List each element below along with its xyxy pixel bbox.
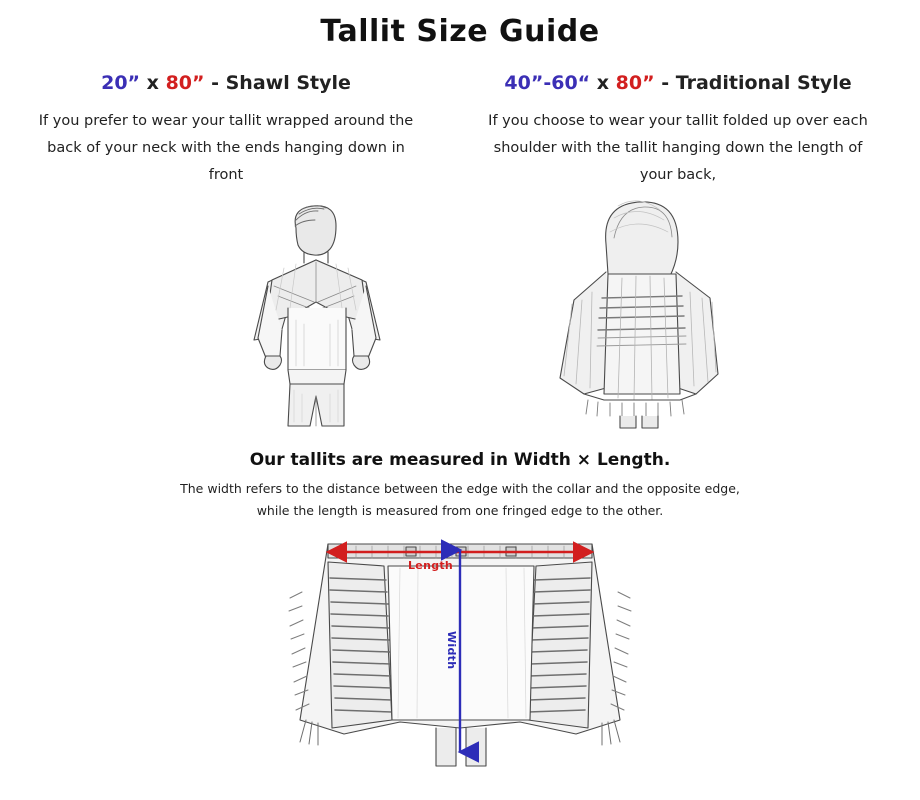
traditional-style-illustration — [510, 188, 760, 435]
shawl-style-label: - Shawl Style — [211, 72, 351, 94]
traditional-style-heading — [468, 72, 888, 94]
measurement-illustration — [280, 522, 640, 780]
column-traditional-style — [468, 72, 888, 188]
width-arrow-label: Width — [445, 631, 458, 670]
traditional-size-separator: x — [596, 72, 610, 94]
shawl-size-separator: x — [146, 72, 159, 94]
shawl-style-heading — [16, 72, 436, 94]
traditional-style-description: If you choose to wear your tallit folded up over each shoulder with the tallit hanging down the length of your back, — [488, 113, 868, 183]
length-arrow-label: Length — [408, 559, 454, 572]
shawl-width-value: 20” — [101, 72, 141, 94]
traditional-width-value: 40”-60“ — [504, 72, 591, 94]
measurement-note-line2: while the length is measured from one fringed edge to the other. — [256, 502, 664, 518]
measurement-heading: Our tallits are measured in Width × Length. — [249, 450, 671, 470]
shawl-style-illustration — [196, 190, 436, 435]
shawl-style-description: If you prefer to wear your tallit wrapped around the back of your neck with the ends hanging down in front — [38, 113, 414, 183]
traditional-style-label: - Traditional Style — [661, 72, 852, 94]
measurement-note — [0, 478, 920, 522]
measurement-note-line1: The width refers to the distance between the edge with the collar and the opposite edge, — [180, 481, 740, 496]
traditional-length-value: 80” — [615, 72, 655, 94]
page-title: Tallit Size Guide — [320, 14, 600, 49]
shawl-length-value: 80” — [165, 72, 205, 94]
column-shawl-style — [16, 72, 436, 188]
